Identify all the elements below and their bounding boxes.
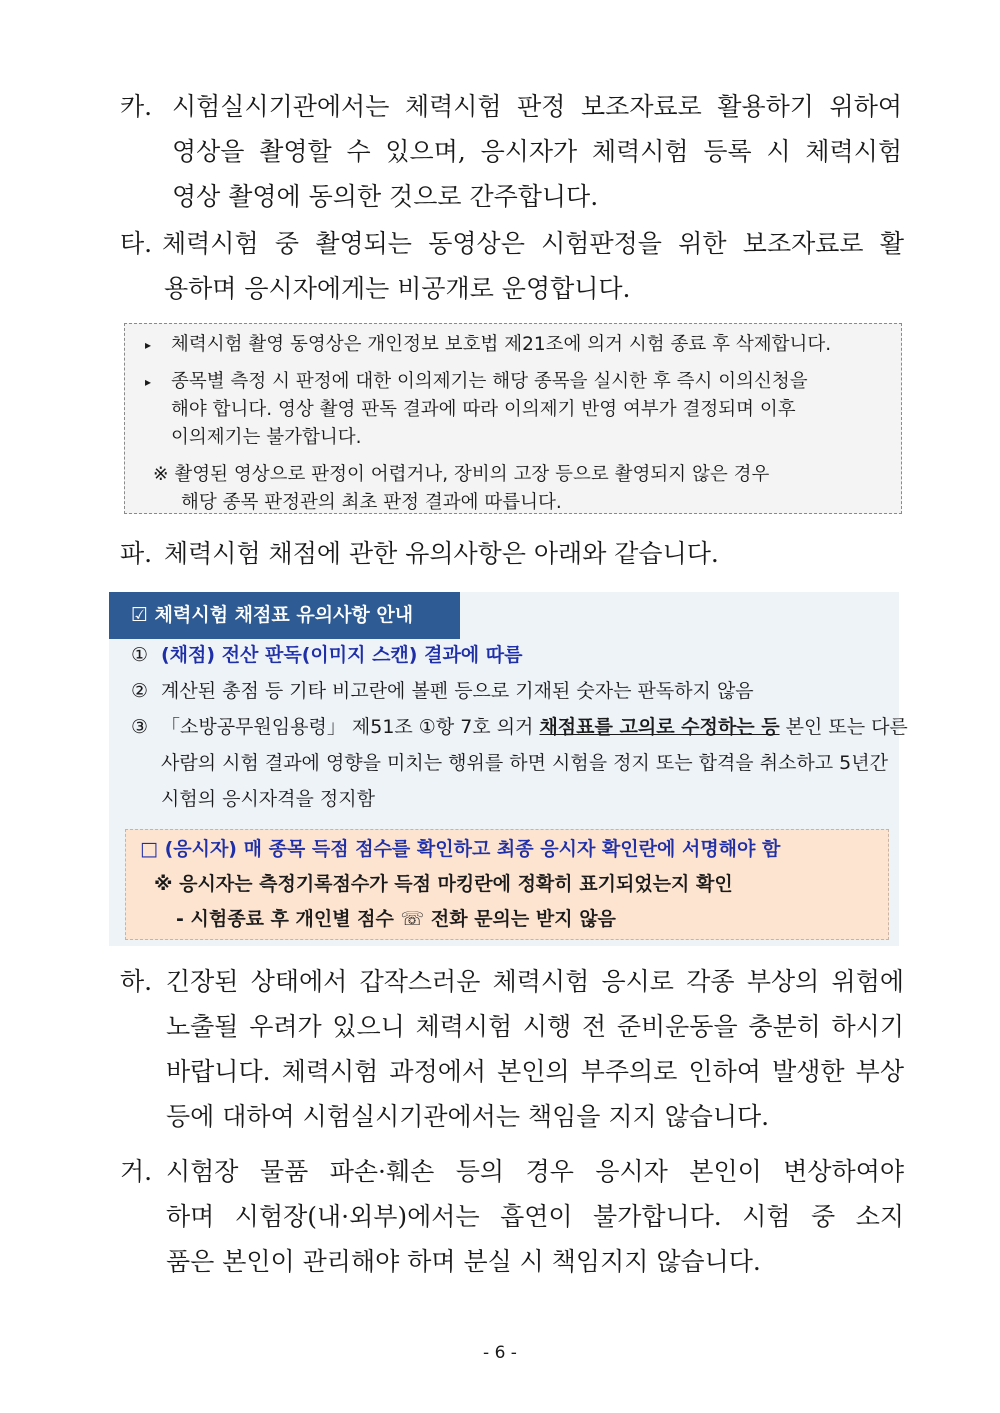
scoring-notice-header: ☑ 체력시험 채점표 유의사항 안내 bbox=[109, 592, 460, 639]
note-remark-text: 해당 종목 판정관의 최초 판정 결과에 따릅니다. bbox=[181, 492, 562, 513]
rule-text-part: 본인 또는 다른 bbox=[779, 716, 908, 738]
item-text-line: 시험장 물품 파손·훼손 등의 경우 응시자 본인이 변상하여야 bbox=[166, 1157, 904, 1186]
item-text-line: 체력시험 채점에 관한 유의사항은 아래와 같습니다. bbox=[164, 539, 719, 568]
scoring-rule-text: 시험의 응시자격을 정지함 bbox=[161, 788, 375, 810]
item-text-line: 노출될 우려가 있으니 체력시험 시행 전 준비운동을 충분히 하시기 bbox=[166, 1012, 904, 1041]
scoring-rule-text: 사람의 시험 결과에 영향을 미치는 행위를 하면 시험을 정지 또는 합격을 취소하고 5년간 bbox=[161, 752, 888, 774]
scoring-rule-text: 계산된 총점 등 기타 비고란에 볼펜 등으로 기재된 숫자는 판독하지 않음 bbox=[161, 680, 754, 702]
item-marker: 카. bbox=[120, 92, 153, 121]
item-text-line: 바랍니다. 체력시험 과정에서 본인의 부주의로 인하여 발생한 부상 bbox=[166, 1057, 904, 1086]
scoring-rule-text: (채점) 전산 판독(이미지 스캔) 결과에 따름 bbox=[161, 644, 523, 666]
note-bullet-text: 종목별 측정 시 판정에 대한 이의제기는 해당 종목을 실시한 후 즉시 이의신청을 bbox=[171, 371, 808, 392]
applicant-confirm-note: - 시험종료 후 개인별 점수 ☏ 전화 문의는 받지 않음 bbox=[176, 908, 616, 930]
item-text-line: 영상 촬영에 동의한 것으로 간주합니다. bbox=[172, 182, 599, 211]
applicant-confirm-text: □ (응시자) 매 종목 득점 점수를 확인하고 최종 응시자 확인란에 서명해야 함 bbox=[140, 838, 781, 860]
item-number: ② bbox=[131, 680, 149, 702]
applicant-confirm-box bbox=[125, 829, 889, 940]
item-text-line: 영상을 촬영할 수 있으며, 응시자가 체력시험 등록 시 체력시험 bbox=[172, 137, 902, 166]
item-text-line: 긴장된 상태에서 갑작스러운 체력시험 응시로 각종 부상의 위험에 bbox=[166, 967, 904, 996]
video-note-box bbox=[124, 323, 902, 514]
item-marker: 거. bbox=[120, 1157, 153, 1186]
item-number: ① bbox=[131, 644, 149, 666]
item-ka bbox=[120, 84, 910, 219]
item-text-line: 용하며 응시자에게는 비공개로 운영합니다. bbox=[164, 274, 631, 303]
item-geo bbox=[120, 1149, 910, 1284]
note-remark-text: ※ 촬영된 영상으로 판정이 어렵거나, 장비의 고장 등으로 촬영되지 않은 경우 bbox=[153, 464, 770, 485]
item-marker: 타. bbox=[120, 229, 153, 258]
rule-emphasis: 채점표를 고의로 수정하는 등 bbox=[539, 716, 780, 738]
scoring-notice-box bbox=[109, 592, 908, 946]
item-ta bbox=[120, 221, 910, 311]
item-marker: 하. bbox=[120, 967, 153, 996]
bullet-icon: ▸ bbox=[145, 338, 152, 352]
page-number: - 6 - bbox=[483, 1343, 517, 1363]
item-text-line: 체력시험 중 촬영되는 동영상은 시험판정을 위한 보조자료로 활 bbox=[162, 229, 904, 258]
applicant-confirm-note: ※ 응시자는 측정기록점수가 득점 마킹란에 정확히 표기되었는지 확인 bbox=[154, 873, 733, 895]
item-text-line: 품은 본인이 관리해야 하며 분실 시 책임지지 않습니다. bbox=[166, 1247, 761, 1276]
note-bullet-text: 이의제기는 불가합니다. bbox=[171, 427, 362, 448]
note-bullet-text: 체력시험 촬영 동영상은 개인정보 보호법 제21조에 의거 시험 종료 후 삭제합니다. bbox=[171, 334, 832, 355]
scoring-rule-text bbox=[161, 709, 908, 745]
item-text-line: 등에 대하여 시험실시기관에서는 책임을 지지 않습니다. bbox=[166, 1102, 770, 1131]
bullet-icon: ▸ bbox=[145, 375, 152, 389]
item-marker: 파. bbox=[120, 539, 153, 568]
item-text-line: 하며 시험장(내·외부)에서는 흡연이 불가합니다. 시험 중 소지 bbox=[166, 1202, 904, 1231]
item-text-line: 시험실시기관에서는 체력시험 판정 보조자료로 활용하기 위하여 bbox=[172, 92, 902, 121]
item-ha bbox=[120, 959, 910, 1139]
note-bullet-text: 해야 합니다. 영상 촬영 판독 결과에 따라 이의제기 반영 여부가 결정되며 이후 bbox=[171, 399, 796, 420]
rule-text-part: 「소방공무원임용령」 제51조 ①항 7호 의거 bbox=[161, 716, 540, 738]
item-number: ③ bbox=[131, 716, 149, 738]
item-pa bbox=[120, 531, 910, 576]
